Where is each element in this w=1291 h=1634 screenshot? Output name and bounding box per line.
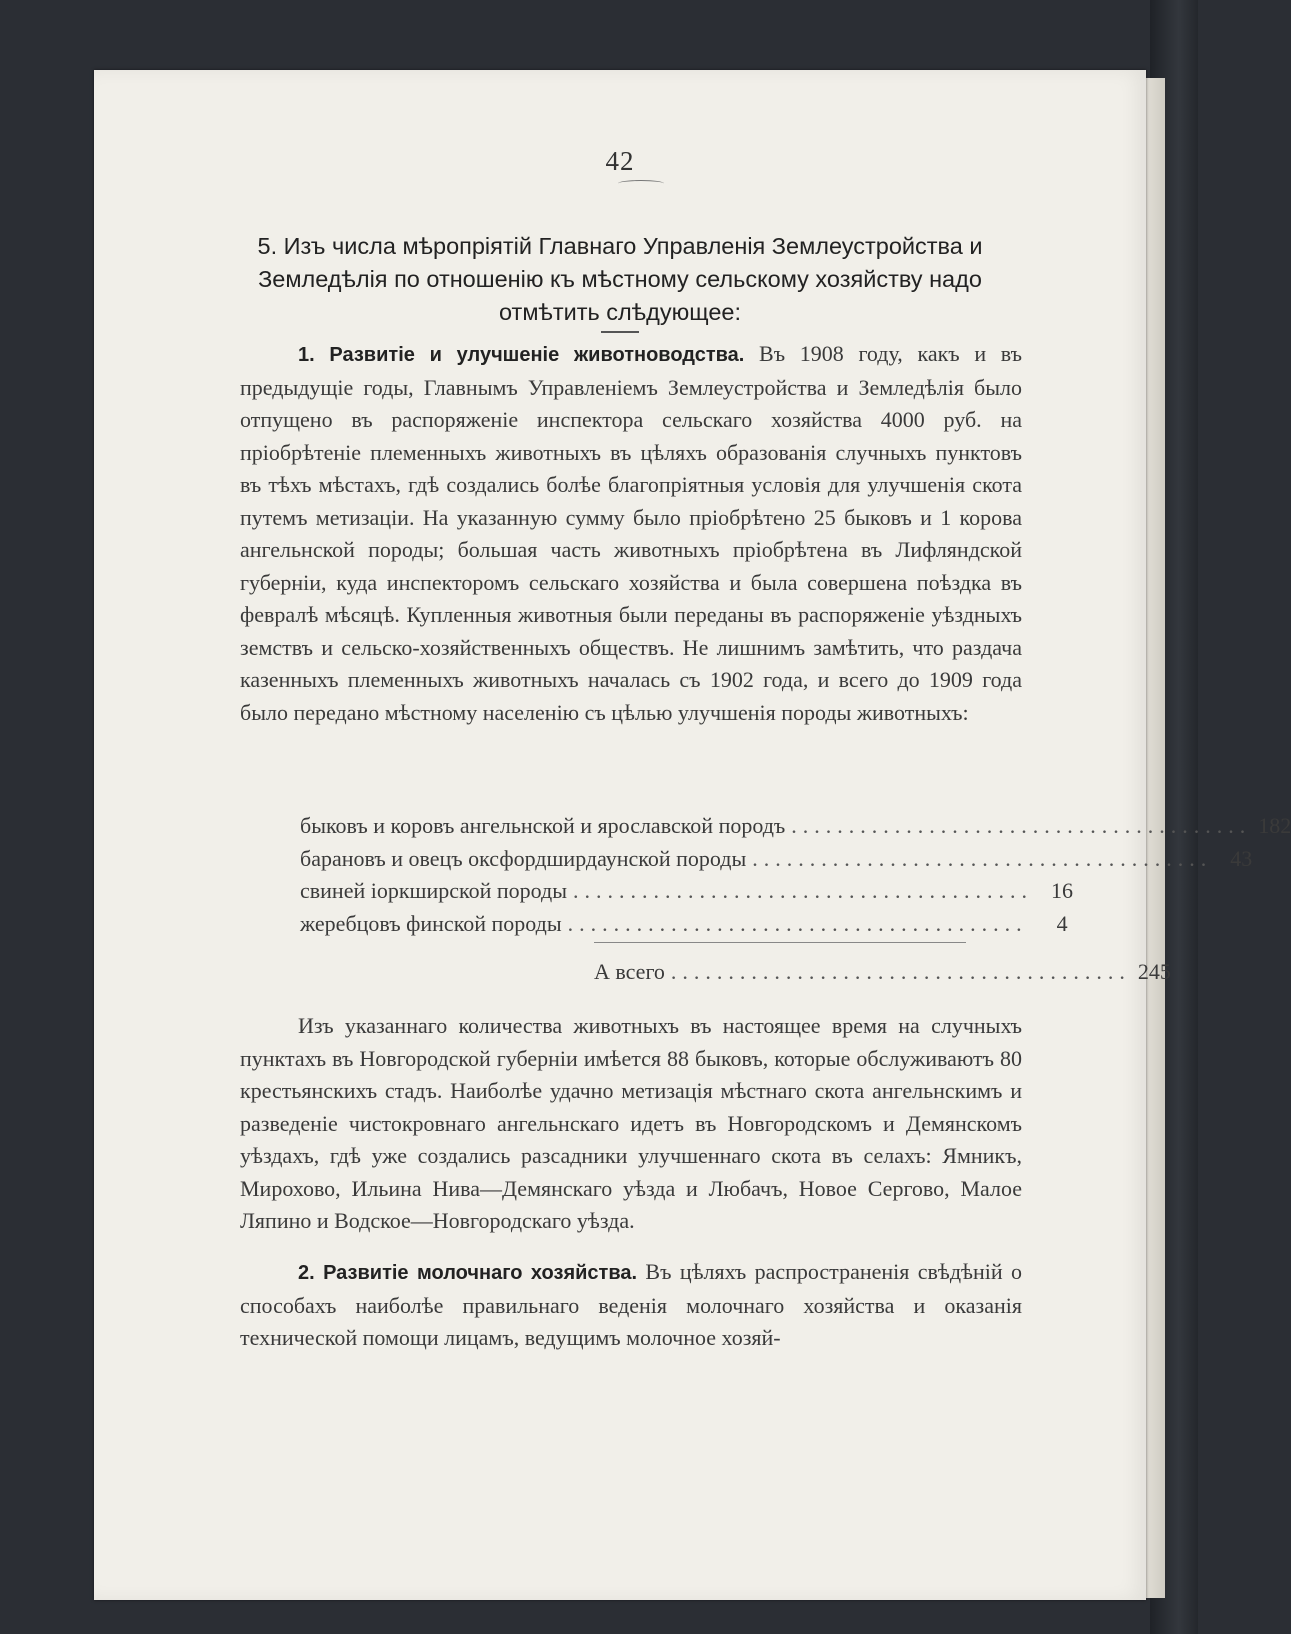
livestock-body: Въ 1908 году, какъ и въ предыдущіе годы, Главнымъ Управленіемъ Землеустройства и Земледѣлія было отпущено въ распоряженіе инспектора сельскаго хозяйства 4000 руб. на пріобрѣтеніе племенныхъ животныхъ въ цѣляхъ образованія случныхъ пунктовъ въ тѣхъ мѣстахъ, гдѣ создались болѣе благопріятныя условія для улучшенія скота путемъ метизаціи. На указанную сумму было пріобрѣтено 25 быковъ и 1 корова ангельнской породы; большая часть животныхъ пріобрѣтена въ Лифляндской губерніи, куда инспекторомъ сельскаго хозяйства и была совершена поѣздка въ февралѣ мѣсяцѣ. Купленныя животныя были переданы въ распоряженіе уѣздныхъ земствъ и сельско-хозяйственныхъ обществъ. Не лишнимъ замѣтить, что раздача казенныхъ племенныхъ животныхъ началась съ 1902 года, и всего до 1909 года было передано мѣстному населенію съ цѣлью улучшенія породы животныхъ: — [240, 341, 1023, 725]
total-rule — [594, 942, 966, 943]
table-row — [300, 810, 1291, 843]
row-count: 4 — [1056, 910, 1068, 936]
ornament-line — [618, 180, 664, 187]
dairy-title: 2. Развитіе молочнаго хозяйства. — [298, 1262, 638, 1284]
row-name: жеребцовъ финской породы — [300, 910, 562, 936]
page-number: 42 — [605, 146, 635, 176]
heading-dash — [601, 331, 639, 333]
leader-dots: ........................................ — [670, 959, 1131, 984]
livestock-table — [300, 810, 1291, 940]
table-row — [300, 875, 1073, 908]
leader-dots: ........................................ — [791, 813, 1252, 838]
livestock-title: 1. Развитіе и улучшеніе животноводства. — [298, 344, 745, 366]
dairy-body: Въ цѣляхъ распространенія свѣдѣній о способахъ наиболѣе правильнаго веденія молочнаго хозяйства и оказанія технической помощи лицамъ, ведущимъ молочное хозяй- — [240, 1259, 1023, 1350]
table-row — [300, 843, 1253, 876]
row-name: быковъ и коровъ ангельнской и ярославской породъ — [300, 813, 786, 838]
section-heading-text: 5. Изъ числа мѣропріятій Главнаго Управленія Землеустройства и Земледѣлія по отношенію къ мѣстному сельскому хозяйству надо отмѣтить слѣдующее: — [257, 233, 983, 325]
row-count: 182 — [1258, 813, 1291, 838]
leader-dots: ........................................ — [752, 845, 1213, 871]
leader-dots: ........................................ — [567, 910, 1028, 936]
row-name: барановъ и овецъ оксфордширдаунской породы — [300, 845, 747, 871]
total-row — [594, 956, 1171, 989]
section-heading — [240, 230, 1000, 333]
row-count: 43 — [1230, 845, 1253, 871]
paragraph-livestock — [240, 338, 1022, 729]
table-row — [300, 908, 1068, 941]
total-label: А всего — [594, 959, 665, 984]
paragraph-breeding: Изъ указаннаго количества животныхъ въ настоящее время на случныхъ пунктахъ въ Новгородской губерніи имѣется 88 быковъ, которые обслуживаютъ 80 крестьянскихъ стадъ. Наиболѣе удачно метизація мѣстнаго скота ангельнскимъ и разведеніе чистокровнаго ангельнскаго идетъ въ Новгородскомъ и Демянскомъ уѣздахъ, гдѣ уже создались разсадники улучшеннаго скота въ селахъ: Ямникъ, Мирохово, Ильина Нива—Демянскаго уѣзда и Любачъ, Новое Сергово, Малое Ляпино и Водское—Новгородскаго уѣзда. — [240, 1013, 1022, 1233]
row-count: 16 — [1050, 878, 1073, 903]
leader-dots: ........................................ — [572, 878, 1033, 903]
paragraph-dairy — [240, 1256, 1022, 1355]
row-name: свиней іоркширской породы — [300, 878, 567, 903]
document-page — [94, 70, 1291, 1600]
total-count: 245 — [1137, 959, 1171, 984]
